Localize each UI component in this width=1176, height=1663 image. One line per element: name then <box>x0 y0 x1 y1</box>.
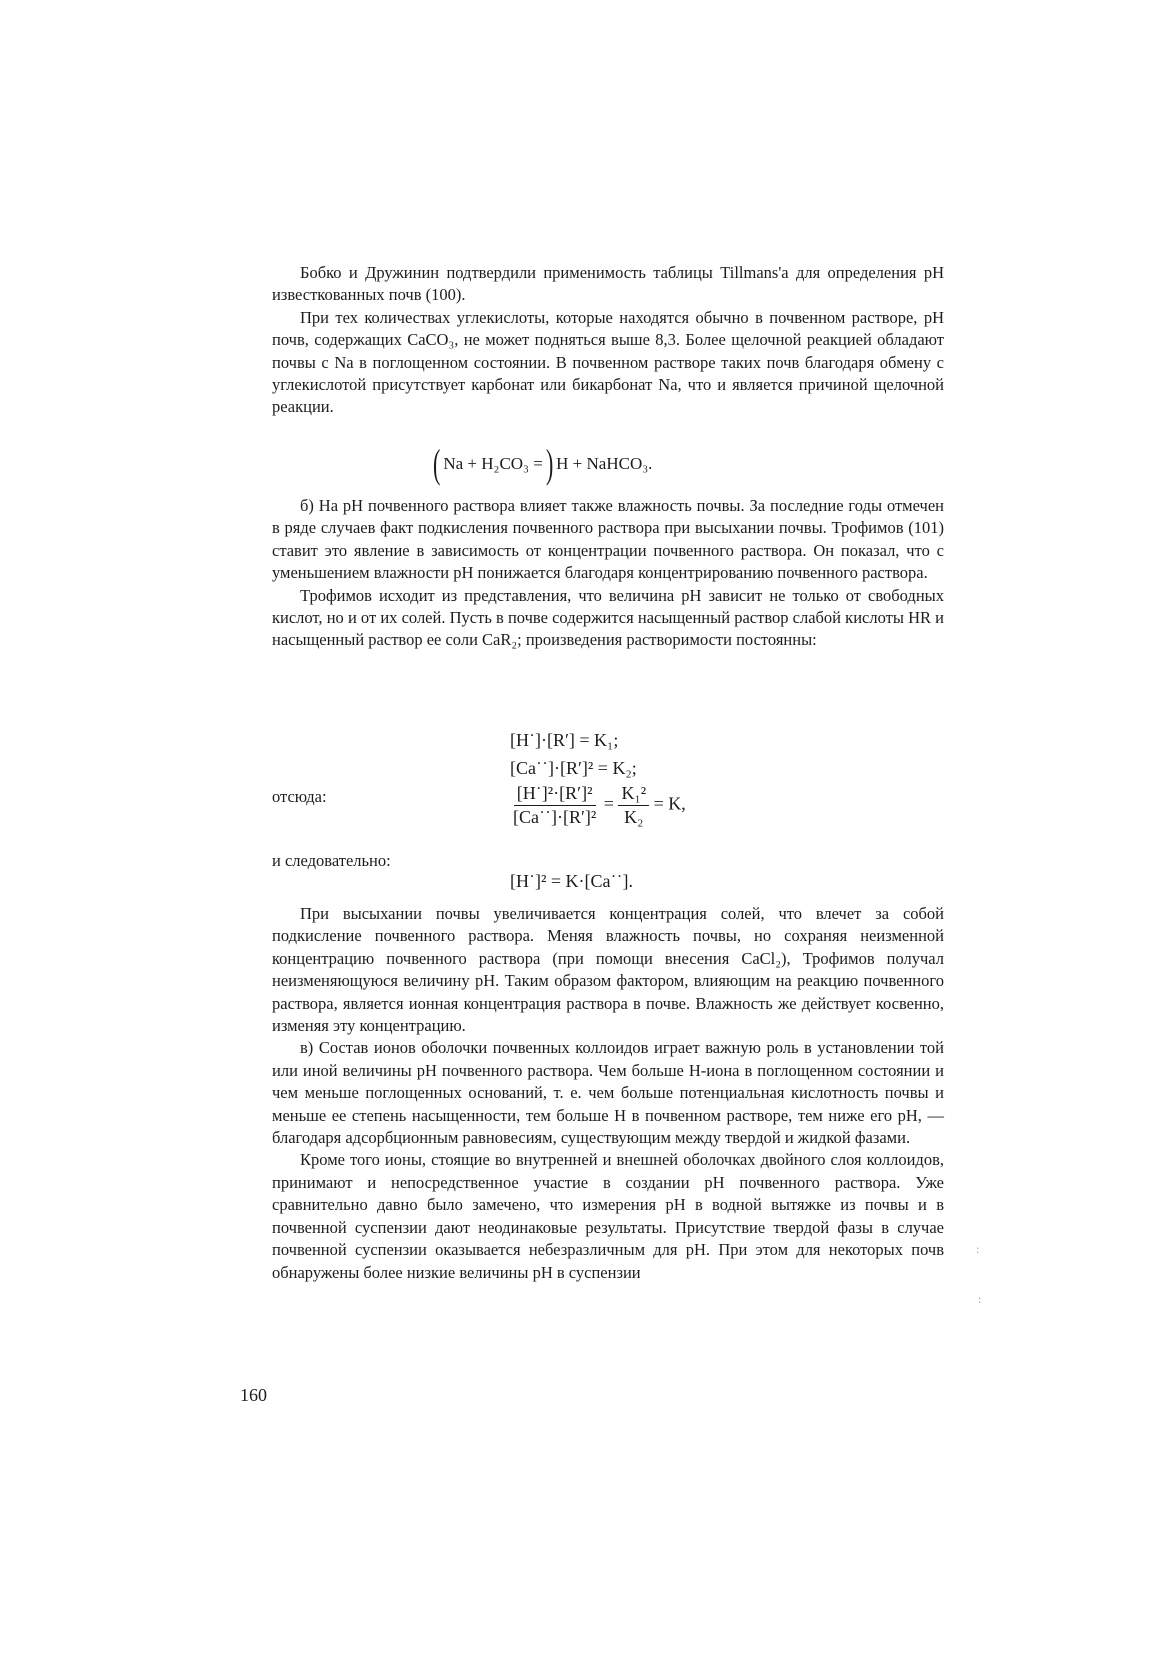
paragraph: в) Состав ионов оболочки почвенных коллоидов играет важную роль в установлении той или иной величины pH почвенного раствора. Чем больше H-иона в поглощенном состоянии и чем меньше поглощенных оснований, т. е. чем больше потенциальная кислотность почвы и меньше ее степень насыщенности, тем больше H в почвенном растворе, тем ниже его pH, — благодаря адсорбционным равновесиям, существующим между твердой и жидкой фазами. <box>272 1038 944 1148</box>
equation-sodium-carbonate <box>430 441 653 486</box>
scan-speck: : <box>978 1292 982 1306</box>
equals-sign: = <box>603 793 614 814</box>
label-hence: отсюда: <box>272 787 327 806</box>
label-therefore: и следовательно: <box>272 851 391 870</box>
equation-right: H + NaHCO₃. <box>556 454 653 473</box>
paragraph: Бобко и Дружинин подтвердили применимость таблицы Tillmans'а для определения pH известкованных почв (100). <box>272 263 944 305</box>
text-block-mid <box>272 495 944 652</box>
equation-k1: [H˙]·[R′] = K₁; <box>510 730 619 750</box>
left-paren: ( <box>432 441 441 486</box>
equation-h-squared: [H˙]² = K·[Ca˙˙]. <box>510 871 633 891</box>
page-number: 160 <box>240 1385 267 1405</box>
text-block-top <box>272 262 944 419</box>
paragraph: При высыхании почвы увеличивается концентрация солей, что влечет за собой подкисление почвенного раствора. Меняя влажность почвы, но сохраняя неизменной концентрацию почвенного раствора (при помощи внесения CaCl₂), Трофимов получал неизменяющуюся величину pH. Таким образом фактором, влияющим на реакцию почвенного раствора, является ионная концентрация раствора в почве. Влажность же действует косвенно, изменяя эту концентрацию. <box>272 904 944 1036</box>
fraction-constants <box>618 783 649 828</box>
text-block-bottom <box>272 903 944 1284</box>
scan-speck: : <box>976 1242 980 1256</box>
right-paren: ) <box>545 441 554 486</box>
paragraph: Кроме того ионы, стоящие во внутренней и внешней оболочках двойного слоя коллоидов, принимают и непосредственное участие в создании pH почвенного раствора. Уже сравнительно давно было замечено, что измерения pH в водной вытяжке из почвы и в почвенной суспензии дают неодинаковые результаты. Присутствие твердой фазы в случае почвенной суспензии оказывается небезразличным для pH. При этом для некоторых почв обнаружены более низкие величины pH в суспензии <box>272 1150 944 1282</box>
paragraph: При тех количествах углекислоты, которые находятся обычно в почвенном растворе, pH почв, содержащих CaCO₃, не может подняться выше 8,3. Более щелочной реакцией обладают почвы с Na в поглощенном состоянии. В почвенном растворе таких почв благодаря обмену с углекислотой присутствует карбонат или бикарбонат Na, что и является причиной щелочной реакции. <box>272 307 944 417</box>
equation-k2: [Ca˙˙]·[R′]² = K₂; <box>510 758 637 778</box>
equation-left: Na + H₂CO₃ = <box>443 454 543 473</box>
fraction-ion-product <box>510 783 599 828</box>
fraction-numerator: [H˙]²·[R′]² <box>514 783 596 806</box>
fraction-denominator: [Ca˙˙]·[R′]² <box>513 807 597 827</box>
fraction-denominator: K₂ <box>624 807 644 827</box>
equation-tail: = K, <box>653 793 686 814</box>
fraction-numerator: K₁² <box>618 783 649 806</box>
paragraph: б) На pH почвенного раствора влияет также влажность почвы. За последние годы отмечен в ряде случаев факт подкисления почвенного раствора при высыхании почвы. Трофимов (101) ставит это явление в зависимость от концентрации почвенного раствора. Он показал, что с уменьшением влажности pH понижается благодаря концентрированию почвенного раствора. <box>272 496 944 583</box>
paragraph: Трофимов исходит из представления, что величина pH зависит не только от свободных кислот, но и от их солей. Пусть в почве содержится насыщенный раствор слабой кислоты HR и насыщенный раствор ее соли CaR₂; произведения растворимости постоянны: <box>272 585 944 650</box>
equation-k-ratio <box>510 783 686 828</box>
